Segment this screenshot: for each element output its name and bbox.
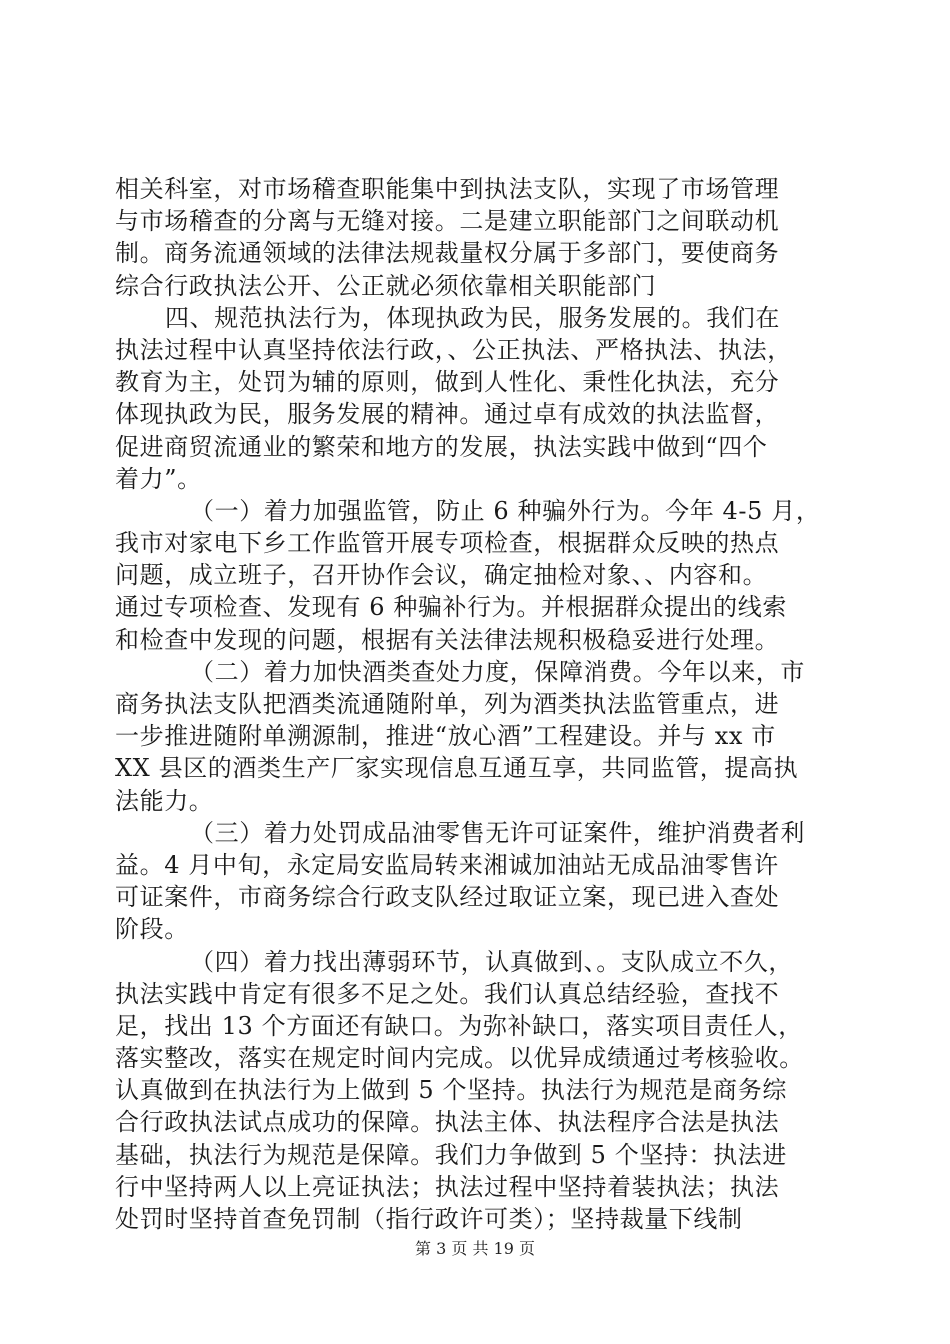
text-line: 体现执政为民，服务发展的精神。通过卓有成效的执法监督，	[115, 400, 780, 429]
text-line: 执法过程中认真坚持依法行政，、公正执法、严格执法、执法，	[115, 335, 792, 364]
text-line: 制。商务流通领域的法律法规裁量权分属于多部门，要使商务	[115, 239, 780, 268]
text-line: 合行政执法试点成功的保障。执法主体、执法程序合法是执法	[115, 1108, 780, 1137]
text-line: 行中坚持两人以上亮证执法；执法过程中坚持着装执法；执法	[115, 1172, 780, 1201]
text-line: 教育为主，处罚为辅的原则，做到人性化、秉性化执法，充分	[115, 368, 780, 397]
text-line: 处罚时坚持首查免罚制（指行政许可类）；坚持裁量下线制	[115, 1205, 743, 1233]
text-line: （四）着力找出薄弱环节，认真做到、。支队成立不久，	[190, 947, 793, 976]
page-footer: 第 3 页 共 19 页	[415, 1239, 535, 1258]
text-line: （二）着力加快酒类查处力度，保障消费。今年以来，市	[190, 657, 805, 686]
text-line: 问题，成立班子，召开协作会议，确定抽检对象、、内容和。	[115, 561, 768, 590]
text-line: 执法实践中肯定有很多不足之处。我们认真总结经验，查找不	[115, 979, 780, 1008]
text-line: 足，找出 13 个方面还有缺口。为弥补缺口，落实项目责任人，	[115, 1011, 803, 1040]
text-line: 综合行政执法公开、公正就必须依靠相关职能部门	[115, 271, 657, 300]
document-body	[115, 173, 855, 1235]
text-line: 法能力。	[115, 786, 214, 815]
text-line: 四、规范执法行为，体现执政为民，服务发展的。我们在	[165, 303, 780, 332]
text-line: 基础，执法行为规范是保障。我们力争做到 5 个坚持：执法进	[115, 1140, 787, 1169]
text-line: 一步推进随附单溯源制，推进“放心酒”工程建设。并与 xx 市	[115, 722, 776, 751]
text-line: 与市场稽查的分离与无缝对接。二是建立职能部门之间联动机	[115, 207, 780, 236]
text-line: 商务执法支队把酒类流通随附单，列为酒类执法监管重点，进	[115, 690, 780, 718]
text-line: 我市对家电下乡工作监管开展专项检查，根据群众反映的热点	[115, 529, 780, 558]
text-line: 认真做到在执法行为上做到 5 个坚持。执法行为规范是商务综	[115, 1076, 787, 1105]
text-line: 落实整改，落实在规定时间内完成。以优异成绩通过考核验收。	[115, 1044, 804, 1073]
text-line: 通过专项检查、发现有 6 种骗补行为。并根据群众提出的线索	[115, 593, 787, 622]
text-line: 促进商贸流通业的繁荣和地方的发展，执法实践中做到“四个	[115, 432, 768, 461]
text-line: 相关科室，对市场稽查职能集中到执法支队，实现了市场管理	[115, 175, 780, 203]
text-line: 可证案件，市商务综合行政支队经过取证立案，现已进入查处	[115, 883, 780, 912]
text-line: （一）着力加强监管，防止 6 种骗外行为。今年 4-5 月，	[190, 496, 821, 525]
text-line: XX 县区的酒类生产厂家实现信息互通互享，共同监管，提高执	[115, 754, 799, 783]
text-line: 和检查中发现的问题，根据有关法律法规积极稳妥进行处理。	[115, 625, 780, 654]
text-line: 阶段。	[115, 915, 189, 944]
text-line: （三）着力处罚成品油零售无许可证案件，维护消费者利	[190, 818, 805, 847]
text-line: 益。4 月中旬，永定局安监局转来湘诚加油站无成品油零售许	[115, 850, 779, 879]
text-line: 着力”。	[115, 464, 202, 493]
